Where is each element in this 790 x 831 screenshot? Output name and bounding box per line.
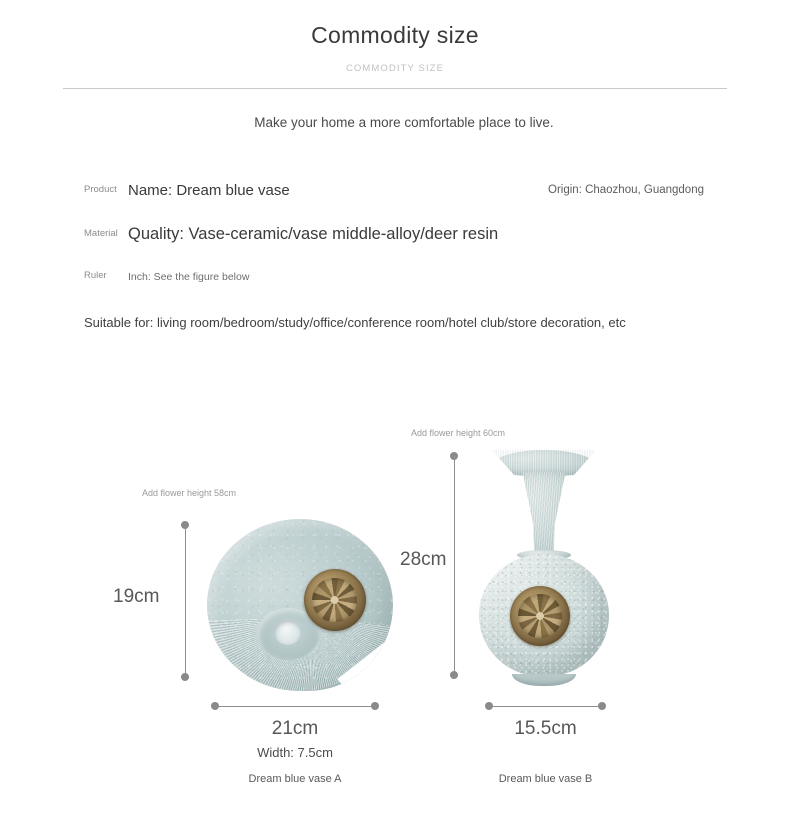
dimension-endpoint-dot: [450, 671, 458, 679]
vase-a-flower-height-note: Add flower height 58cm: [142, 488, 237, 498]
vase-a-width-label: 21cm: [271, 718, 319, 739]
page-title: Commodity size: [311, 22, 479, 48]
vase-a-bronze-medallion: [304, 569, 366, 631]
vase-b-name-caption: Dream blue vase B: [498, 773, 593, 785]
dimension-bar: [215, 706, 375, 707]
spec-value-origin: Origin: Chaozhou, Guangdong: [548, 183, 704, 196]
vase-b-foot: [512, 674, 576, 686]
vase-a-width-dimension-line: [211, 702, 379, 710]
vase-a-name-caption: Dream blue vase A: [248, 773, 342, 785]
spec-value-material-quality: Quality: Vase-ceramic/vase middle-alloy/deer resin: [128, 224, 499, 243]
vase-b-neck-ribbing: [514, 472, 574, 556]
spec-row-product: [84, 182, 704, 199]
vase-b-width-dimension-line: [485, 702, 606, 710]
vase-a-depth-label: Width: 7.5cm: [257, 745, 333, 760]
spec-label-ruler: Ruler: [84, 270, 107, 282]
spec-label-product: Product: [84, 183, 117, 195]
medallion-floral-relief: [312, 578, 357, 623]
spec-list: [0, 182, 790, 330]
vase-a-height-label: 19cm: [113, 586, 160, 607]
medallion-floral-relief: [518, 594, 561, 637]
spec-suitable-for: Suitable for: living room/bedroom/study/office/conference room/hotel club/store decoration, etc: [84, 314, 626, 330]
vase-b-width-label: 15.5cm: [514, 718, 577, 739]
dimension-bar: [454, 456, 455, 675]
spec-label-material: Material: [84, 227, 118, 239]
tagline: Make your home a more comfortable place to live.: [254, 114, 554, 130]
page-header: [0, 0, 790, 89]
vase-b-height-dimension-line: [450, 452, 458, 679]
vase-b-flower-height-note: Add flower height 60cm: [411, 428, 506, 438]
spec-row-ruler: [84, 271, 704, 283]
page-subtitle: COMMODITY SIZE: [345, 62, 445, 74]
dimension-bar: [185, 525, 186, 677]
dimension-endpoint-dot: [371, 702, 379, 710]
spec-value-ruler: Inch: See the figure below: [128, 270, 250, 283]
dimension-endpoint-dot: [598, 702, 606, 710]
vase-b-bronze-medallion: [510, 586, 570, 646]
spec-row-material: [84, 225, 704, 244]
header-divider: [63, 88, 727, 89]
vase-a-height-dimension-line: [181, 521, 189, 681]
vase-b-illustration: [470, 450, 618, 686]
dimension-bar: [489, 706, 602, 707]
vase-b-height-label: 28cm: [400, 549, 447, 570]
vase-a-illustration: [207, 519, 393, 691]
spec-value-product-name: Name: Dream blue vase: [128, 181, 290, 199]
dimension-endpoint-dot: [181, 673, 189, 681]
